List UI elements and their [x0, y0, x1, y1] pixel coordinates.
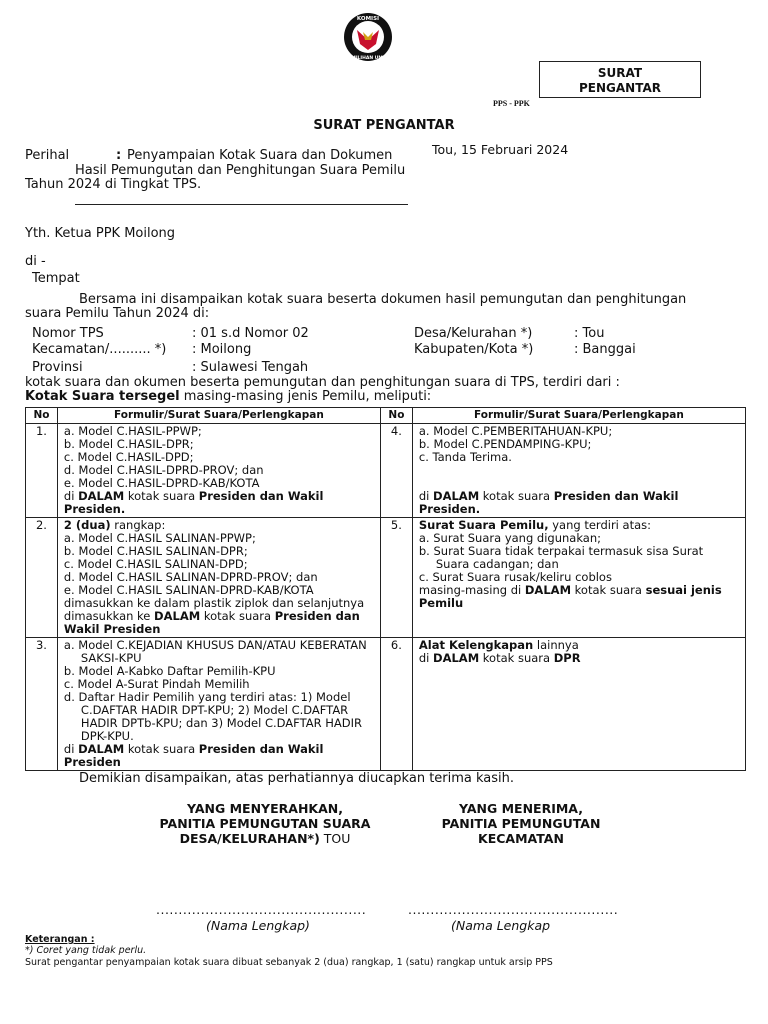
field-value-kecamatan: : Moilong	[192, 342, 252, 357]
signature-left	[140, 801, 390, 846]
perihal-label: Perihal	[25, 148, 70, 163]
di-line: di -	[25, 254, 46, 269]
header-no-right: No	[380, 408, 412, 424]
item-list	[64, 532, 374, 597]
recipient: Yth. Ketua PPK Moilong	[25, 226, 176, 241]
row-no: 3.	[26, 638, 58, 771]
list-item: a. Model C.HASIL SALINAN-PPWP;	[63, 531, 256, 545]
field-value-tps: : 01 s.d Nomor 02	[192, 326, 309, 341]
sig-left-name: (Nama Lengkap)	[206, 918, 310, 933]
field-label-kecamatan: Kecamatan/.......... *)	[32, 342, 167, 357]
logo-ring-bottom: PEMILIHAN UMUM	[345, 56, 391, 61]
sig-left-dots: ...............................................	[156, 902, 367, 917]
row-items-cell	[57, 424, 380, 518]
cell-head: Alat Kelengkapan lainnya	[418, 638, 579, 652]
perihal-colon: :	[116, 148, 122, 163]
cell-note: masing-masing di DALAM kotak suara sesuai jenis Pemilu	[418, 583, 722, 610]
signature-right	[410, 801, 632, 846]
after-fields-line2-rest: masing-masing jenis Pemilu, meliputi:	[179, 389, 432, 404]
item-list	[64, 639, 374, 743]
header-item-left: Formulir/Surat Suara/Perlengkapan	[57, 408, 380, 424]
kpu-logo	[343, 10, 393, 64]
row-no: 6.	[380, 638, 412, 771]
sig-left-line3: DESA/KELURAHAN*) TOU	[179, 831, 351, 846]
cell-note: dimasukkan ke DALAM kotak suara Presiden dan Wakil Presiden	[63, 609, 360, 636]
list-item: a. Model C.KEJADIAN KHUSUS DAN/ATAU KEBERATAN SAKSI-KPU	[63, 638, 367, 665]
form-title-box	[539, 61, 701, 98]
list-item: b. Model C.HASIL SALINAN-DPR;	[63, 544, 248, 558]
closing-text: Demikian disampaikan, atas perhatiannya diucapkan terima kasih.	[79, 771, 515, 786]
row-no: 2.	[26, 518, 58, 638]
after-fields-line1: kotak suara dan okumen beserta pemungutan dan penghitungan suara di TPS, terdiri dari :	[25, 375, 620, 390]
place-date: Tou, 15 Februari 2024	[432, 142, 569, 157]
table-row	[26, 518, 746, 638]
row-no: 1.	[26, 424, 58, 518]
form-title-line2: PENGANTAR	[579, 81, 661, 95]
items-table	[25, 407, 746, 771]
list-item: c. Tanda Terima.	[418, 450, 512, 464]
list-item: c. Model C.HASIL-DPD;	[63, 450, 194, 464]
letter-title: SURAT PENGANTAR	[313, 118, 455, 133]
list-item: e. Model C.HASIL-DPRD-KAB/KOTA	[63, 476, 260, 490]
field-label-tps: Nomor TPS	[32, 326, 104, 341]
list-item: b. Model A-Kabko Daftar Pemilih-KPU	[63, 664, 276, 678]
table-row	[26, 424, 746, 518]
list-item: b. Model C.HASIL-DPR;	[63, 437, 194, 451]
list-item: c. Model A-Surat Pindah Memilih	[63, 677, 250, 691]
intro-line1: Bersama ini disampaikan kotak suara beserta dokumen hasil pemungutan dan penghitungan	[79, 292, 687, 307]
tempat: Tempat	[32, 271, 80, 286]
header-no-left: No	[26, 408, 58, 424]
field-value-kabupaten: : Banggai	[574, 342, 636, 357]
cell-head: 2 (dua) rangkap:	[63, 518, 166, 532]
footer-label: Keterangan :	[25, 934, 95, 945]
list-item: c. Surat Suara rusak/keliru coblos	[418, 570, 612, 584]
sig-right-line1: YANG MENERIMA,	[459, 801, 583, 816]
row-items-cell	[412, 518, 745, 638]
cell-note: di DALAM kotak suara Presiden dan Wakil Presiden.	[418, 489, 679, 516]
row-items-cell	[412, 638, 745, 771]
list-item: a. Model C.HASIL-PPWP;	[63, 424, 202, 438]
list-item: e. Model C.HASIL SALINAN-DPRD-KAB/KOTA	[63, 583, 314, 597]
item-list	[64, 425, 374, 490]
form-code: PPS - PPK	[493, 99, 530, 108]
footer-note1: *) Coret yang tidak perlu.	[25, 945, 147, 956]
row-items-cell	[57, 638, 380, 771]
field-label-desa: Desa/Kelurahan *)	[414, 326, 533, 341]
list-item: d. Model C.HASIL-DPRD-PROV; dan	[63, 463, 264, 477]
table-row	[26, 638, 746, 771]
list-item: d. Daftar Hadir Pemilih yang terdiri atas: 1) Model C.DAFTAR HADIR DPT-KPU; 2) Model C.DAFTAR HADIR DPTb-KPU; dan 3) Model C.DAFTAR HADIR DPK-KPU.	[63, 690, 362, 743]
intro-line2: suara Pemilu Tahun 2024 di:	[25, 306, 210, 321]
item-list	[419, 425, 739, 464]
field-label-provinsi: Provinsi	[32, 360, 83, 375]
field-label-kabupaten: Kabupaten/Kota *)	[414, 342, 534, 357]
perihal-line2: Hasil Pemungutan dan Penghitungan Suara Pemilu	[75, 163, 406, 178]
footer-note2: Surat pengantar penyampaian kotak suara dibuat sebanyak 2 (dua) rangkap, 1 (satu) rangkap untuk arsip PPS	[25, 957, 553, 968]
row-items-cell	[412, 424, 745, 518]
sig-left-line2: PANITIA PEMUNGUTAN SUARA	[159, 816, 371, 831]
list-item: c. Model C.HASIL SALINAN-DPD;	[63, 557, 248, 571]
field-value-desa: : Tou	[574, 326, 605, 341]
row-no: 5.	[380, 518, 412, 638]
cell-note: di DALAM kotak suara Presiden dan Wakil Presiden.	[63, 489, 324, 516]
sig-left-line1: YANG MENYERAHKAN,	[187, 801, 343, 816]
table-header-row	[26, 408, 746, 424]
logo-ring-top: KOMISI	[356, 16, 380, 22]
list-item: b. Surat Suara tidak terpakai termasuk sisa Surat Suara cadangan; dan	[418, 544, 704, 571]
list-item: a. Surat Suara yang digunakan;	[418, 531, 602, 545]
sig-right-name: (Nama Lengkap	[451, 918, 551, 933]
list-item: d. Model C.HASIL SALINAN-DPRD-PROV; dan	[63, 570, 318, 584]
perihal-underline	[75, 204, 408, 205]
sig-right-line3: KECAMATAN	[478, 831, 564, 846]
perihal-line3: Tahun 2024 di Tingkat TPS.	[25, 177, 202, 192]
cell-note: di DALAM kotak suara Presiden dan Wakil Presiden	[63, 742, 324, 769]
after-fields-line2	[25, 389, 431, 404]
row-no: 4.	[380, 424, 412, 518]
header-item-right: Formulir/Surat Suara/Perlengkapan	[412, 408, 745, 424]
list-item: b. Model C.PENDAMPING-KPU;	[418, 437, 592, 451]
cell-note: di DALAM kotak suara DPR	[418, 651, 581, 665]
form-title-line1: SURAT	[597, 66, 643, 80]
list-item: a. Model C.PEMBERITAHUAN-KPU;	[418, 424, 613, 438]
cell-head: Surat Suara Pemilu, yang terdiri atas:	[418, 518, 651, 532]
row-items-cell	[57, 518, 380, 638]
perihal-line1: Penyampaian Kotak Suara dan Dokumen	[127, 148, 393, 163]
field-value-provinsi: : Sulawesi Tengah	[192, 360, 309, 375]
kotak-suara-tersegel: Kotak Suara tersegel	[25, 389, 180, 404]
item-list	[419, 532, 739, 584]
cell-note: dimasukkan ke dalam plastik ziplok dan selanjutnya	[63, 596, 365, 610]
sig-right-line2: PANITIA PEMUNGUTAN	[441, 816, 601, 831]
sig-right-dots: ...............................................	[408, 902, 619, 917]
